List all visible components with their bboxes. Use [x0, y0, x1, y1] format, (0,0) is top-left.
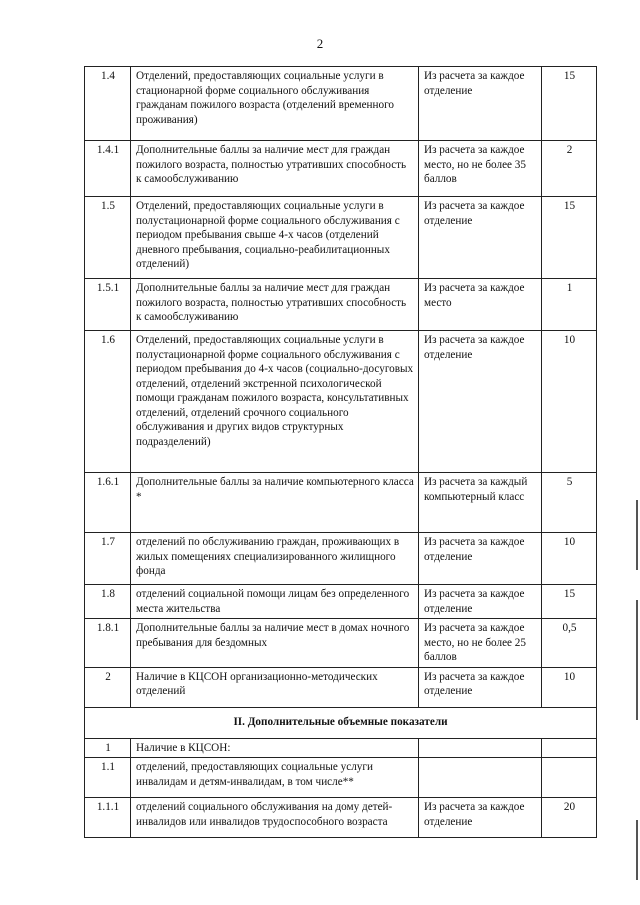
table-row	[85, 798, 597, 838]
row-description: Дополнительные баллы за наличие мест для граждан пожилого возраста, полностью утративших способность к самообслуживанию	[131, 141, 419, 197]
row-description: Наличие в КЦСОН организационно-методических отделений	[131, 667, 419, 707]
row-number: 1.6.1	[85, 473, 131, 533]
row-calculation-note	[419, 738, 542, 758]
section-header-row	[85, 707, 597, 738]
row-points-value: 15	[542, 585, 597, 619]
row-description: отделений, предоставляющих социальные услуги инвалидам и детям-инвалидам, в том числе**	[131, 758, 419, 798]
row-number: 1.1	[85, 758, 131, 798]
table-row	[85, 141, 597, 197]
row-description: Отделений, предоставляющих социальные услуги в полустационарной форме социального обслуживания с периодом пребывания свыше 4-х часов (отделений дневного пребывания, социально-реабилитационных отделений)	[131, 197, 419, 279]
row-description: Дополнительные баллы за наличие мест для граждан пожилого возраста, полностью утративших способность к самообслуживанию	[131, 279, 419, 331]
row-description: Дополнительные баллы за наличие компьютерного класса *	[131, 473, 419, 533]
row-points-value	[542, 758, 597, 798]
table-row	[85, 667, 597, 707]
row-points-value: 15	[542, 197, 597, 279]
section-title: II. Дополнительные объемные показатели	[85, 707, 597, 738]
row-description: отделений по обслуживанию граждан, проживающих в жилых помещениях специализированного жилищного фонда	[131, 533, 419, 585]
row-points-value	[542, 738, 597, 758]
row-number: 1.4	[85, 67, 131, 141]
row-number: 1	[85, 738, 131, 758]
row-description: Отделений, предоставляющих социальные услуги в стационарной форме социального обслуживания гражданам пожилого возраста (отделений временного проживания)	[131, 67, 419, 141]
row-points-value: 10	[542, 667, 597, 707]
row-calculation-note: Из расчета за каждое место, но не более 25 баллов	[419, 619, 542, 668]
table-row	[85, 279, 597, 331]
row-number: 1.8	[85, 585, 131, 619]
table-row	[85, 473, 597, 533]
row-description: Дополнительные баллы за наличие мест в домах ночного пребывания для бездомных	[131, 619, 419, 668]
row-calculation-note: Из расчета за каждое отделение	[419, 585, 542, 619]
row-calculation-note: Из расчета за каждое отделение	[419, 331, 542, 473]
row-calculation-note: Из расчета за каждое отделение	[419, 197, 542, 279]
row-points-value: 10	[542, 331, 597, 473]
table-row	[85, 197, 597, 279]
table-row	[85, 331, 597, 473]
row-number: 1.8.1	[85, 619, 131, 668]
row-description: Отделений, предоставляющих социальные услуги в полустационарной форме социального обслуживания с периодом пребывания до 4-х часов (социально-досуговых отделений, отделений экстренной психологической помощи гражданам пожилого возраста, консультативных отделений, отделений срочного социального обслуживания и других видов структурных подразделений)	[131, 331, 419, 473]
scan-edge-mark	[636, 820, 638, 880]
row-number: 1.1.1	[85, 798, 131, 838]
table-row	[85, 585, 597, 619]
row-calculation-note: Из расчета за каждое отделение	[419, 533, 542, 585]
row-number: 1.5	[85, 197, 131, 279]
row-points-value: 2	[542, 141, 597, 197]
row-calculation-note: Из расчета за каждое место	[419, 279, 542, 331]
row-description: Наличие в КЦСОН:	[131, 738, 419, 758]
row-points-value: 10	[542, 533, 597, 585]
row-number: 1.7	[85, 533, 131, 585]
row-description: отделений социальной помощи лицам без определенного места жительства	[131, 585, 419, 619]
table-row	[85, 738, 597, 758]
row-calculation-note: Из расчета за каждое отделение	[419, 667, 542, 707]
row-description: отделений социального обслуживания на дому детей-инвалидов или инвалидов трудоспособного возраста	[131, 798, 419, 838]
row-points-value: 0,5	[542, 619, 597, 668]
row-number: 1.6	[85, 331, 131, 473]
row-calculation-note: Из расчета за каждое отделение	[419, 67, 542, 141]
indicators-table	[84, 66, 597, 838]
table-row	[85, 67, 597, 141]
row-points-value: 5	[542, 473, 597, 533]
row-points-value: 15	[542, 67, 597, 141]
table-row	[85, 758, 597, 798]
row-calculation-note: Из расчета за каждый компьютерный класс	[419, 473, 542, 533]
row-calculation-note: Из расчета за каждое место, но не более 35 баллов	[419, 141, 542, 197]
row-number: 2	[85, 667, 131, 707]
row-calculation-note: Из расчета за каждое отделение	[419, 798, 542, 838]
scan-edge-mark	[636, 600, 638, 720]
row-calculation-note	[419, 758, 542, 798]
table-row	[85, 619, 597, 668]
page-number: 2	[316, 36, 324, 51]
row-number: 1.4.1	[85, 141, 131, 197]
row-points-value: 20	[542, 798, 597, 838]
row-number: 1.5.1	[85, 279, 131, 331]
scan-edge-mark	[636, 500, 638, 570]
row-points-value: 1	[542, 279, 597, 331]
table-row	[85, 533, 597, 585]
